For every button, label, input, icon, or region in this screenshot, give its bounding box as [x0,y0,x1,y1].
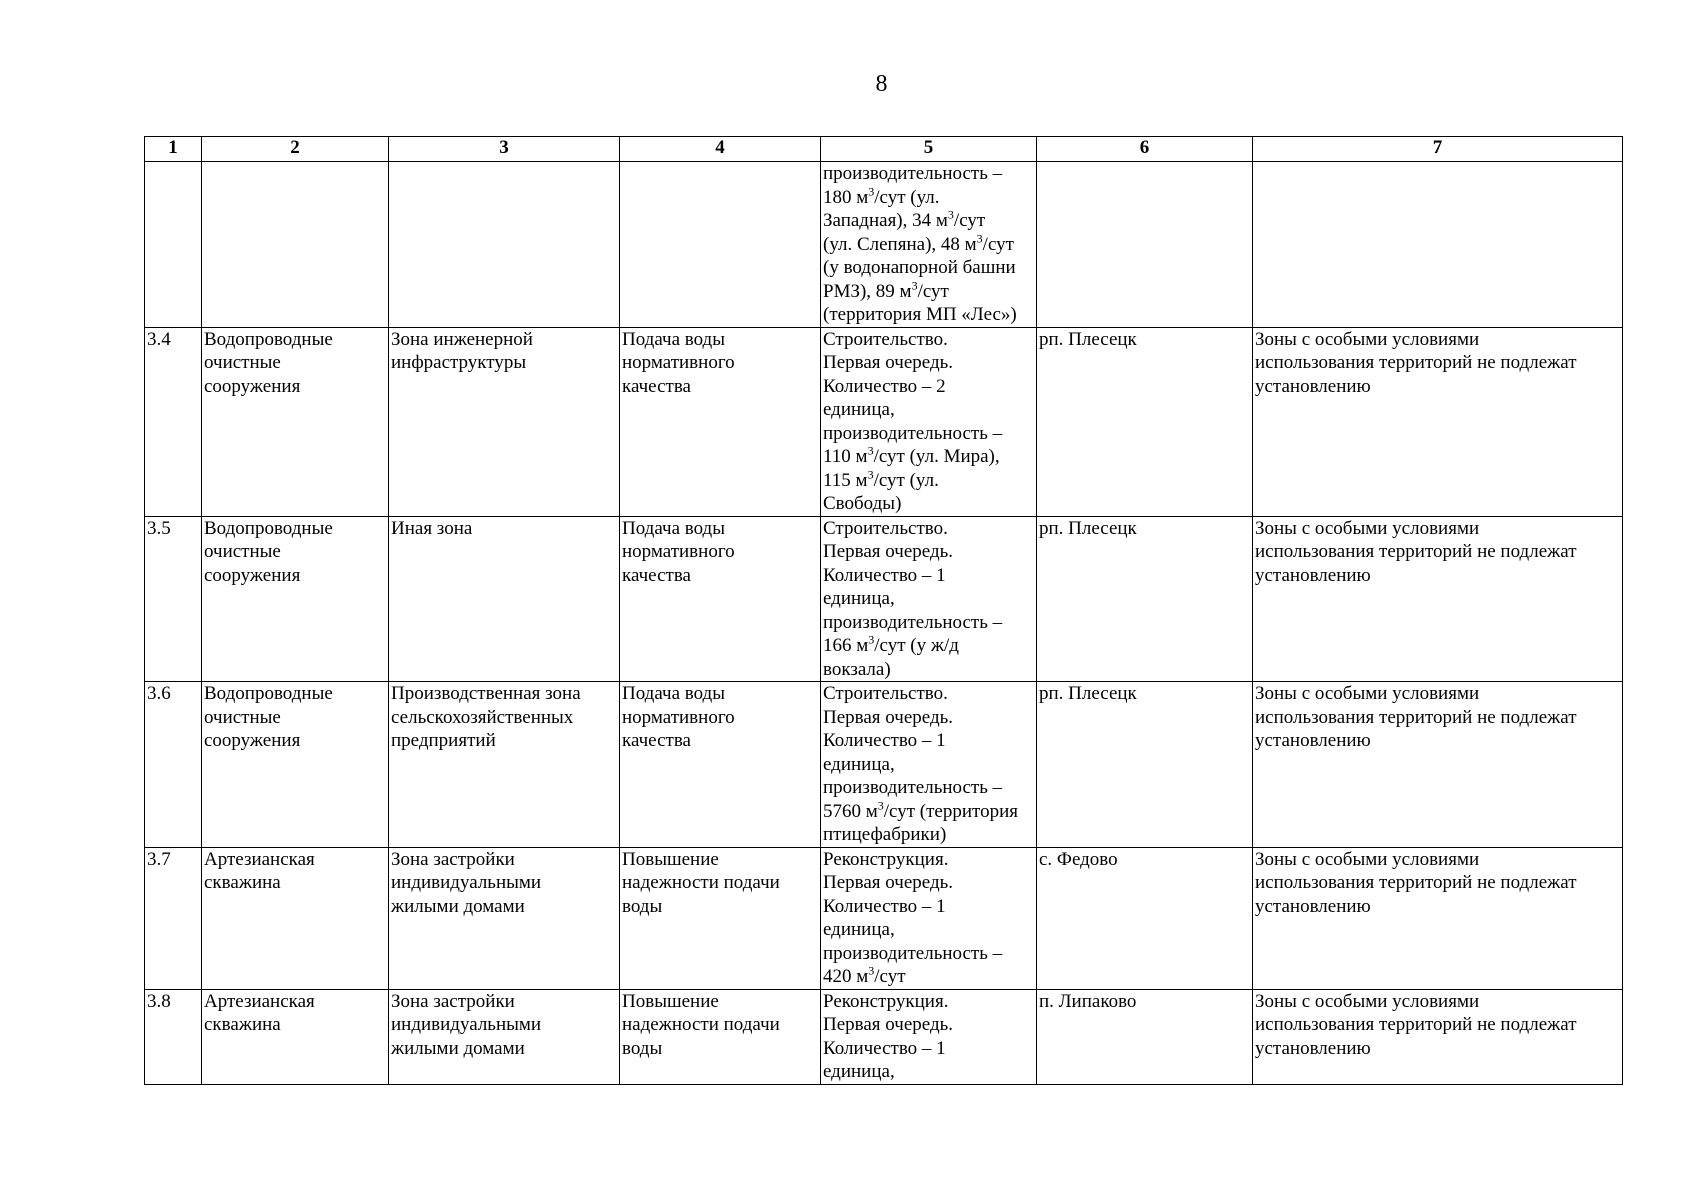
purpose-cell [620,516,821,682]
cell-text-line: Строительство. [823,683,948,704]
purpose-cell [620,327,821,516]
cell-text-line: Артезианская [204,990,315,1012]
cell-text-line: качества [622,564,691,586]
cell-text-line: рп. Плесецк [1039,683,1137,704]
zone-cell [389,516,620,682]
cell-text-line: Количество – 1 [823,564,946,586]
cell-text-line: 420 $м^3$/сут [823,963,906,987]
table-row [145,516,1623,682]
cell-text-line: Первая очередь. [823,352,954,373]
details-cell [821,327,1037,516]
cell-text-line: нормативного [622,706,735,728]
object-name-cell [202,516,389,682]
cell-text-line: сооружения [204,375,301,397]
cell-text-line: инфраструктуры [391,352,527,373]
cell-text-line: 110 $м^3$/сут (ул. Мира), [823,443,1000,467]
cell-text-line: нормативного [622,541,735,562]
zone-cell [389,682,620,848]
cell-text-line: Первая очередь. [823,1014,954,1035]
cell-text-line: Артезианская [204,848,315,870]
purpose-cell [620,162,821,328]
cell-text-line: Зоны с особыми условиями [1255,328,1480,350]
zone-cell [389,327,620,516]
cell-text-line: Подача воды [622,683,725,704]
cell-text-line: (территория МП «Лес») [823,304,1017,325]
cell-text-line: сельскохозяйственных [391,706,574,728]
data-table [144,136,1623,1085]
cell-text-line: индивидуальными [391,1014,542,1035]
cell-text-line: Зона инженерной [391,328,533,350]
object-name-cell [202,989,389,1084]
cell-text-line: производительность – [823,777,1003,798]
cell-text-line: единица, [823,399,895,420]
cell-text-line: Свободы) [823,493,902,514]
cell-text-line: воды [622,895,663,917]
cell-text-line: Строительство. [823,328,948,350]
cell-text-line: птицефабрики) [823,824,947,845]
cell-text-line: Подача воды [622,517,725,539]
page-number: 8 [875,71,888,97]
cell-text-line: Строительство. [823,517,948,539]
cell-text-line: использования территорий не подлежат [1255,352,1577,373]
location-cell [1037,989,1253,1084]
cell-text-line: Водопроводные [204,328,333,350]
cell-text-line: Зоны с особыми условиями [1255,990,1480,1012]
cell-text-line: 115 $м^3$/сут (ул. [823,467,939,491]
cell-text-line: установлению [1255,375,1371,397]
table-row [145,162,1623,328]
cell-text-line: Реконструкция. [823,848,949,870]
cell-text-line: установлению [1255,895,1371,917]
cell-text-line: использования территорий не подлежат [1255,872,1577,893]
cell-text-line: 5760 $м^3$/сут (территория [823,798,1018,822]
location-cell [1037,847,1253,989]
cell-text-line: очистные [204,541,281,562]
location-cell [1037,162,1253,328]
cell-text-line: единица, [823,919,895,940]
column-header: 3 [389,137,620,162]
cell-text-line: Повышение [622,990,719,1012]
restrictions-cell [1253,327,1623,516]
table-row [145,327,1623,516]
details-cell [821,162,1037,328]
cell-text-line: установлению [1255,730,1371,751]
cell-text-line: предприятий [391,730,496,751]
cell-text-line: (у водонапорной башни [823,257,1016,278]
cell-text-line: п. Липаково [1039,990,1137,1012]
purpose-cell [620,989,821,1084]
object-name-cell [202,847,389,989]
cell-text-line: качества [622,375,691,397]
location-cell [1037,516,1253,682]
cell-text-line: производительность – [823,422,1003,444]
cell-text-line: Производственная зона [391,683,581,704]
cell-text-line: скважина [204,1014,281,1035]
table-row [145,682,1623,848]
cell-text-line: Подача воды [622,328,725,350]
cell-text-line: Западная), 34 $м^3$/сут [823,207,986,231]
cell-text-line: нормативного [622,352,735,373]
row-number-cell: 3.6 [145,682,202,848]
object-name-cell [202,327,389,516]
cell-text-line: Зоны с особыми условиями [1255,848,1480,870]
cell-text-line: Зона застройки [391,848,515,870]
cell-text-line: Первая очередь. [823,872,954,893]
details-cell [821,682,1037,848]
cell-text-line: РМЗ), 89 $м^3$/сут [823,278,949,302]
cell-text-line: использования территорий не подлежат [1255,1014,1577,1035]
row-number-cell [145,162,202,328]
zone-cell [389,162,620,328]
cell-text-line: рп. Плесецк [1039,328,1137,350]
row-number-cell: 3.5 [145,516,202,682]
column-header: 7 [1253,137,1623,162]
cell-text-line: (ул. Слепяна), 48 $м^3$/сут [823,231,1014,255]
table-header-row [145,137,1623,162]
cell-text-line: скважина [204,872,281,893]
restrictions-cell [1253,162,1623,328]
cell-text-line: установлению [1255,564,1371,586]
zone-cell [389,847,620,989]
cell-text-line: Количество – 1 [823,730,946,751]
cell-text-line: вокзала) [823,658,891,680]
row-number-cell: 3.7 [145,847,202,989]
cell-text-line: Первая очередь. [823,706,954,728]
cell-text-line: очистные [204,706,281,728]
cell-text-line: с. Федово [1039,848,1118,870]
cell-text-line: единица, [823,588,895,609]
cell-text-line: Зоны с особыми условиями [1255,683,1480,704]
cell-text-line: единица, [823,1061,895,1082]
cell-text-line: воды [622,1037,663,1059]
column-header: 6 [1037,137,1253,162]
restrictions-cell [1253,847,1623,989]
cell-text-line: Повышение [622,848,719,870]
cell-text-line: единица, [823,753,895,775]
cell-text-line: Количество – 1 [823,1037,946,1059]
object-name-cell [202,682,389,848]
cell-text-line: Количество – 1 [823,895,946,917]
object-name-cell [202,162,389,328]
cell-text-line: сооружения [204,564,301,586]
cell-text-line: очистные [204,352,281,373]
purpose-cell [620,847,821,989]
column-header: 2 [202,137,389,162]
cell-text-line: использования территорий не подлежат [1255,706,1577,728]
details-cell [821,847,1037,989]
cell-text-line: Зона застройки [391,990,515,1012]
cell-text-line: жилыми домами [391,1037,525,1059]
location-cell [1037,327,1253,516]
details-cell [821,516,1037,682]
cell-text-line: использования территорий не подлежат [1255,541,1577,562]
zone-cell [389,989,620,1084]
cell-text-line: производительность – [823,611,1003,633]
purpose-cell [620,682,821,848]
column-header: 1 [145,137,202,162]
cell-text-line: установлению [1255,1037,1371,1059]
table-row [145,989,1623,1084]
cell-text-line: надежности подачи [622,872,780,893]
cell-text-line: Водопроводные [204,517,333,539]
cell-text-line: Реконструкция. [823,990,949,1012]
cell-text-line: качества [622,730,691,751]
row-number-cell: 3.8 [145,989,202,1084]
cell-text-line: надежности подачи [622,1014,780,1035]
table-body [145,162,1623,1085]
cell-text-line: производительность – [823,942,1003,964]
cell-text-line: Количество – 2 [823,375,946,397]
cell-text-line: Первая очередь. [823,541,954,562]
details-cell [821,989,1037,1084]
cell-text-line: рп. Плесецк [1039,517,1137,539]
cell-text-line: сооружения [204,730,301,751]
cell-text-line: Водопроводные [204,683,333,704]
restrictions-cell [1253,682,1623,848]
row-number-cell: 3.4 [145,327,202,516]
cell-text-line: производительность – [823,163,1003,184]
column-header: 5 [821,137,1037,162]
location-cell [1037,682,1253,848]
cell-text-line: индивидуальными [391,872,542,893]
restrictions-cell [1253,989,1623,1084]
cell-text-line: жилыми домами [391,895,525,917]
cell-text-line: Зоны с особыми условиями [1255,517,1480,539]
restrictions-cell [1253,516,1623,682]
column-header: 4 [620,137,821,162]
table-row [145,847,1623,989]
cell-text-line: 166 $м^3$/сут (у ж/д [823,632,959,656]
cell-text-line: Иная зона [391,517,473,539]
cell-text-line: 180 $м^3$/сут (ул. [823,184,940,208]
